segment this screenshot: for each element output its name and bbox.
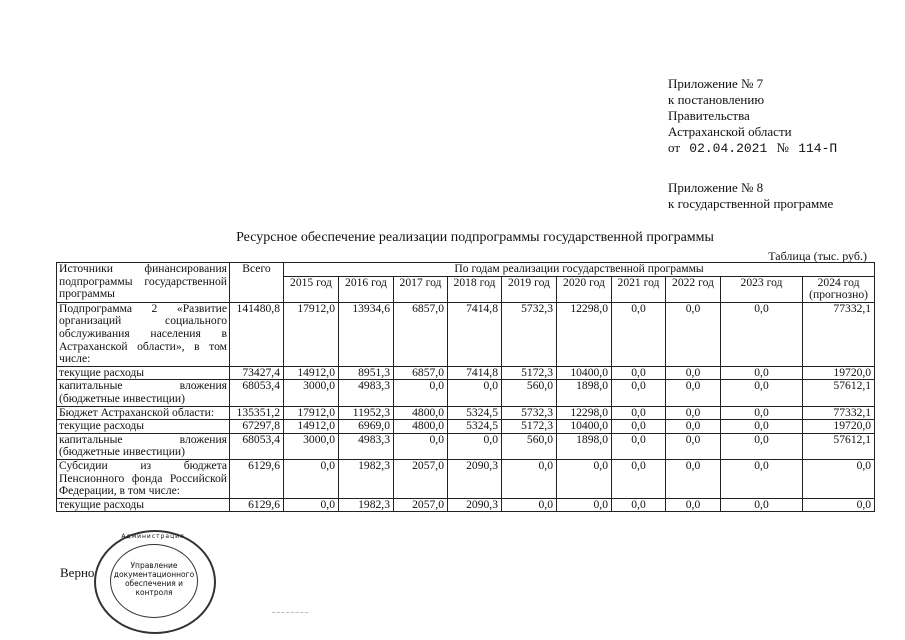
row-year-value: 0,0 (612, 420, 666, 434)
table-row (57, 433, 875, 459)
row-year-value: 1982,3 (339, 459, 394, 498)
row-year-value: 0,0 (721, 406, 803, 420)
appendix-8-line1: Приложение № 8 (668, 180, 764, 195)
table-row (57, 420, 875, 434)
row-total: 68053,4 (230, 433, 284, 459)
row-year-value: 0,0 (721, 366, 803, 380)
row-year-value: 0,0 (612, 302, 666, 366)
header-year-8: 2023 год (721, 276, 803, 302)
table-row (57, 380, 875, 406)
appendix-7-line4: Астраханской области (668, 124, 792, 139)
row-year-value: 0,0 (612, 433, 666, 459)
row-year-value: 17912,0 (284, 302, 339, 366)
row-year-value: 0,0 (721, 420, 803, 434)
row-year-value: 0,0 (448, 433, 502, 459)
row-year-value: 4800,0 (394, 406, 448, 420)
row-year-value: 6857,0 (394, 302, 448, 366)
row-year-value: 1898,0 (557, 433, 612, 459)
row-year-value: 0,0 (803, 459, 875, 498)
row-total: 68053,4 (230, 380, 284, 406)
row-year-value: 1898,0 (557, 380, 612, 406)
appendix-7-line1: Приложение № 7 (668, 76, 764, 91)
row-year-value: 7414,8 (448, 366, 502, 380)
row-year-value: 5172,3 (502, 366, 557, 380)
header-year-6: 2021 год (612, 276, 666, 302)
table-row (57, 406, 875, 420)
row-year-value: 0,0 (284, 459, 339, 498)
row-total: 73427,4 (230, 366, 284, 380)
row-year-value: 5324,5 (448, 420, 502, 434)
row-label: текущие расходы (57, 420, 230, 434)
row-year-value: 19720,0 (803, 420, 875, 434)
row-label: текущие расходы (57, 366, 230, 380)
row-year-value: 12298,0 (557, 406, 612, 420)
appendix-7-block (668, 76, 898, 157)
row-year-value: 77332,1 (803, 302, 875, 366)
decree-number: 114-П (798, 141, 838, 156)
row-year-value: 77332,1 (803, 406, 875, 420)
row-year-value: 3000,0 (284, 380, 339, 406)
row-label: Субсидии из бюджета Пенсионного фонда Российской Федерации, в том числе: (57, 459, 230, 498)
header-total: Всего (230, 263, 284, 303)
table-header-row-1 (57, 263, 875, 277)
row-label: капитальные вложения (бюджетные инвестиции) (57, 433, 230, 459)
row-year-value: 0,0 (666, 366, 721, 380)
verno-mark: Верно (60, 565, 95, 580)
row-year-value: 8951,3 (339, 366, 394, 380)
row-year-value: 1982,3 (339, 498, 394, 512)
row-year-value: 10400,0 (557, 366, 612, 380)
row-year-value: 6857,0 (394, 366, 448, 380)
row-year-value: 0,0 (557, 498, 612, 512)
row-year-value: 0,0 (666, 498, 721, 512)
table-row (57, 498, 875, 512)
table-units: Таблица (тыс. руб.) (768, 249, 867, 263)
row-year-value: 57612,1 (803, 380, 875, 406)
appendix-8-line2: к государственной программе (668, 196, 834, 211)
row-label: Подпрограмма 2 «Развитие организаций социального обслуживания населения в Астраханской области», в том числе: (57, 302, 230, 366)
appendix-7-line3: Правительства (668, 108, 750, 123)
row-year-value: 2057,0 (394, 459, 448, 498)
row-year-value: 57612,1 (803, 433, 875, 459)
row-year-value: 0,0 (612, 406, 666, 420)
faint-dash-mark (272, 612, 308, 613)
row-total: 67297,8 (230, 420, 284, 434)
row-year-value: 6969,0 (339, 420, 394, 434)
row-year-value: 5732,3 (502, 406, 557, 420)
row-year-value: 11952,3 (339, 406, 394, 420)
row-year-value: 0,0 (612, 459, 666, 498)
appendix-8-block (668, 180, 898, 212)
appendix-7-date-line (668, 140, 898, 157)
stamp-inner-ring (110, 544, 198, 618)
table-row (57, 366, 875, 380)
document-title: Ресурсное обеспечение реализации подпрограммы государственной программы (236, 230, 714, 245)
row-year-value: 0,0 (612, 366, 666, 380)
table-body (57, 302, 875, 512)
row-year-value: 4983,3 (339, 380, 394, 406)
row-year-value: 0,0 (666, 302, 721, 366)
row-total: 6129,6 (230, 498, 284, 512)
row-year-value: 13934,6 (339, 302, 394, 366)
header-source: Источники финансирования подпрограммы государственной программы (57, 263, 230, 303)
number-prefix: № (776, 140, 789, 155)
row-year-value: 0,0 (448, 380, 502, 406)
row-year-value: 0,0 (612, 498, 666, 512)
decree-date: 02.04.2021 (689, 141, 768, 156)
row-year-value: 12298,0 (557, 302, 612, 366)
row-year-value: 560,0 (502, 380, 557, 406)
row-year-value: 560,0 (502, 433, 557, 459)
table-row (57, 459, 875, 498)
row-year-value: 0,0 (394, 433, 448, 459)
row-year-value: 0,0 (394, 380, 448, 406)
row-label: капитальные вложения (бюджетные инвестиции) (57, 380, 230, 406)
row-total: 135351,2 (230, 406, 284, 420)
row-year-value: 0,0 (721, 302, 803, 366)
header-year-4: 2019 год (502, 276, 557, 302)
row-year-value: 19720,0 (803, 366, 875, 380)
row-year-value: 0,0 (557, 459, 612, 498)
row-label: Бюджет Астраханской области: (57, 406, 230, 420)
row-year-value: 2090,3 (448, 459, 502, 498)
row-year-value: 0,0 (666, 420, 721, 434)
row-year-value: 0,0 (612, 380, 666, 406)
stamp-inner-text: Управление документационного обеспечения и контроля (113, 561, 195, 597)
row-year-value: 5172,3 (502, 420, 557, 434)
row-year-value: 0,0 (721, 459, 803, 498)
date-prefix: от (668, 140, 681, 155)
resource-table (56, 262, 875, 512)
stamp-ring-text: Администрация (121, 533, 185, 540)
row-total: 6129,6 (230, 459, 284, 498)
header-year-5: 2020 год (557, 276, 612, 302)
row-year-value: 17912,0 (284, 406, 339, 420)
header-year-0: 2015 год (284, 276, 339, 302)
row-year-value: 0,0 (284, 498, 339, 512)
row-year-value: 7414,8 (448, 302, 502, 366)
row-total: 141480,8 (230, 302, 284, 366)
row-year-value: 0,0 (666, 380, 721, 406)
row-year-value: 0,0 (803, 498, 875, 512)
row-year-value: 4983,3 (339, 433, 394, 459)
header-year-2: 2017 год (394, 276, 448, 302)
row-year-value: 0,0 (721, 380, 803, 406)
row-label: текущие расходы (57, 498, 230, 512)
official-stamp (94, 530, 216, 634)
row-year-value: 3000,0 (284, 433, 339, 459)
row-year-value: 5324,5 (448, 406, 502, 420)
header-years-group: По годам реализации государственной программы (284, 263, 875, 277)
row-year-value: 2057,0 (394, 498, 448, 512)
row-year-value: 5732,3 (502, 302, 557, 366)
row-year-value: 10400,0 (557, 420, 612, 434)
row-year-value: 14912,0 (284, 366, 339, 380)
table-row (57, 302, 875, 366)
header-year-1: 2016 год (339, 276, 394, 302)
row-year-value: 0,0 (666, 459, 721, 498)
row-year-value: 4800,0 (394, 420, 448, 434)
row-year-value: 2090,3 (448, 498, 502, 512)
header-year-9: 2024 год (прогнозно) (803, 276, 875, 302)
row-year-value: 0,0 (666, 406, 721, 420)
header-year-3: 2018 год (448, 276, 502, 302)
header-year-7: 2022 год (666, 276, 721, 302)
row-year-value: 0,0 (721, 498, 803, 512)
row-year-value: 0,0 (666, 433, 721, 459)
row-year-value: 14912,0 (284, 420, 339, 434)
row-year-value: 0,0 (502, 459, 557, 498)
row-year-value: 0,0 (502, 498, 557, 512)
row-year-value: 0,0 (721, 433, 803, 459)
appendix-7-line2: к постановлению (668, 92, 765, 107)
